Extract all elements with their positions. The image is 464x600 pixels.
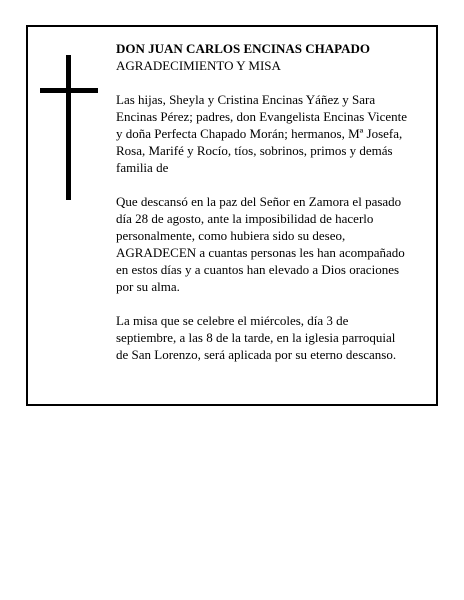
cross-vertical-bar xyxy=(66,55,71,200)
family-line: Encinas Pérez; padres, don Evangelista Encinas Vicente xyxy=(116,109,408,124)
family-line: Las hijas, Sheyla y Cristina Encinas Yáñez y Sara xyxy=(116,92,376,107)
deceased-name: DON JUAN CARLOS ENCINAS CHAPADO xyxy=(116,41,370,56)
notice-heading: AGRADECIMIENTO Y MISA xyxy=(116,58,281,73)
notice-text xyxy=(116,40,428,363)
family-line: Rosa, Marifé y Rocío, tíos, sobrinos, primos y demás xyxy=(116,143,393,158)
family-line: familia de xyxy=(116,160,169,175)
mass-line: septiembre, a las 8 de la tarde, en la iglesia parroquial xyxy=(116,330,396,345)
thanks-line: por su alma. xyxy=(116,279,180,294)
obituary-notice xyxy=(26,25,438,406)
mass-line: La misa que se celebre el miércoles, día 3 de xyxy=(116,313,349,328)
thanks-line: en estos días y a cuantos han elevado a Dios oraciones xyxy=(116,262,400,277)
mass-line: de San Lorenzo, será aplicada por su eterno descanso. xyxy=(116,347,397,362)
family-line: y doña Perfecta Chapado Morán; hermanos, Mª Josefa, xyxy=(116,126,403,141)
cross-icon xyxy=(40,55,98,200)
thanks-line: AGRADECEN a cuantas personas les han acompañado xyxy=(116,245,405,260)
thanks-line: Que descansó en la paz del Señor en Zamora el pasado xyxy=(116,194,402,209)
thanks-line: personalmente, como hubiera sido su deseo, xyxy=(116,228,346,243)
thanks-line: día 28 de agosto, ante la imposibilidad de hacerlo xyxy=(116,211,374,226)
cross-horizontal-bar xyxy=(40,88,98,93)
